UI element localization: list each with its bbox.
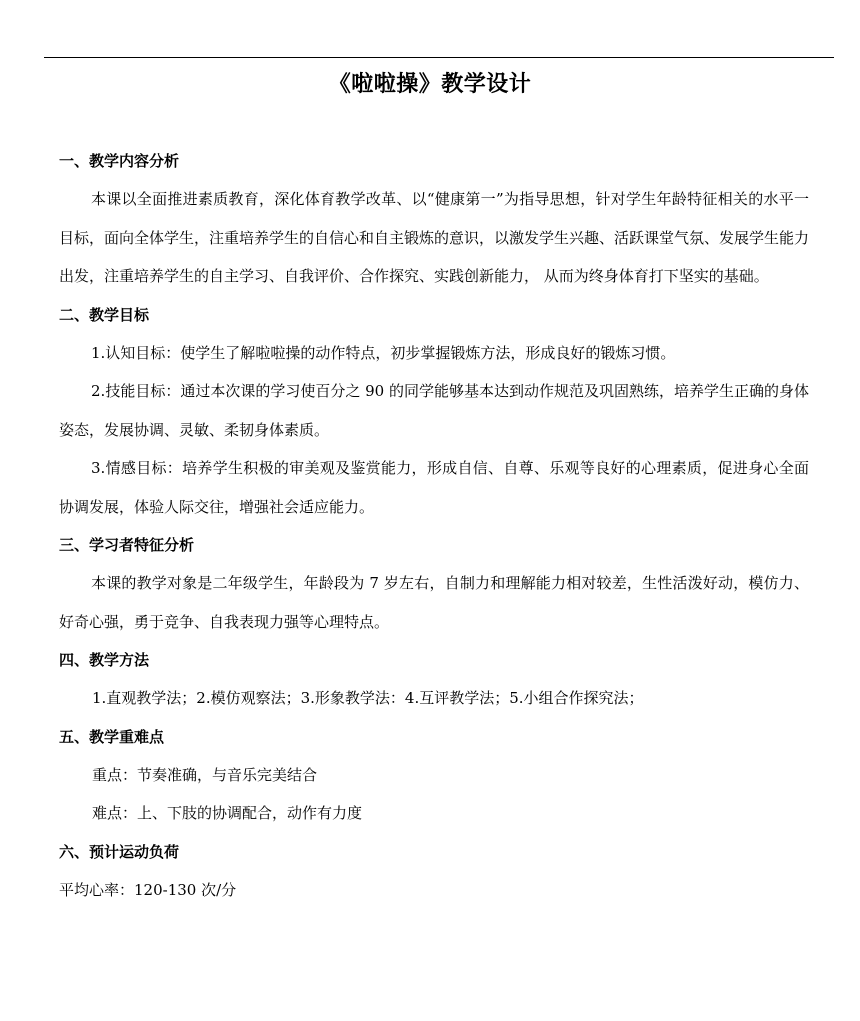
- document-title: 《啦啦操》教学设计: [328, 72, 532, 97]
- key-point: 重点：节奏准确，与音乐完美结合: [92, 765, 318, 784]
- section-heading-content-analysis: 一、教学内容分析: [59, 152, 180, 170]
- teaching-methods-list: 1.直观教学法；2.模仿观察法；3.形象教学法：4.互评教学法；5.小组合作探究法；: [92, 689, 644, 707]
- difficult-point: 难点：上、下肢的协调配合，动作有力度: [92, 804, 363, 822]
- header-rule: [44, 57, 834, 58]
- content-analysis-paragraph: 本课以全面推进素质教育，深化体育教学改革、以“健康第一”为指导思想，针对学生年龄特征相关的水平一目标，面向全体学生，注重培养学生的自信心和自主锻炼的意识，以激发学生兴趣、活跃课堂气氛、发展学生能力出发，注重培养学生的自主学习、自我评价、合作探究、实践创新能力， 从而为终身体育打下坚实的基础。: [59, 190, 810, 285]
- section-heading-teaching-methods: 四、教学方法: [59, 651, 150, 669]
- average-heart-rate: 平均心率：120-130 次/分: [59, 880, 237, 899]
- section-heading-learner-analysis: 三、学习者特征分析: [59, 536, 195, 554]
- goal-affective: 3.情感目标：培养学生积极的审美观及鉴赏能力，形成自信、自尊、乐观等良好的心理素质，促进身心全面协调发展，体验人际交往，增强社会适应能力。: [59, 459, 809, 516]
- goal-cognitive: 1.认知目标：使学生了解啦啦操的动作特点，初步掌握锻炼方法，形成良好的锻炼习惯。: [91, 343, 676, 362]
- goal-skill: 2.技能目标：通过本次课的学习使百分之 90 的同学能够基本达到动作规范及巩固熟练，培养学生正确的身体姿态，发展协调、灵敏、柔韧身体素质。: [59, 382, 809, 439]
- learner-analysis-paragraph: 本课的教学对象是二年级学生，年龄段为 7 岁左右，自制力和理解能力相对较差，生性活泼好动，模仿力、好奇心强，勇于竞争、自我表现力强等心理特点。: [59, 574, 809, 631]
- section-heading-exercise-load: 六、预计运动负荷: [59, 842, 180, 861]
- section-heading-teaching-goals: 二、教学目标: [59, 305, 150, 324]
- section-heading-key-points: 五、教学重难点: [59, 727, 165, 746]
- document-body: [59, 142, 809, 909]
